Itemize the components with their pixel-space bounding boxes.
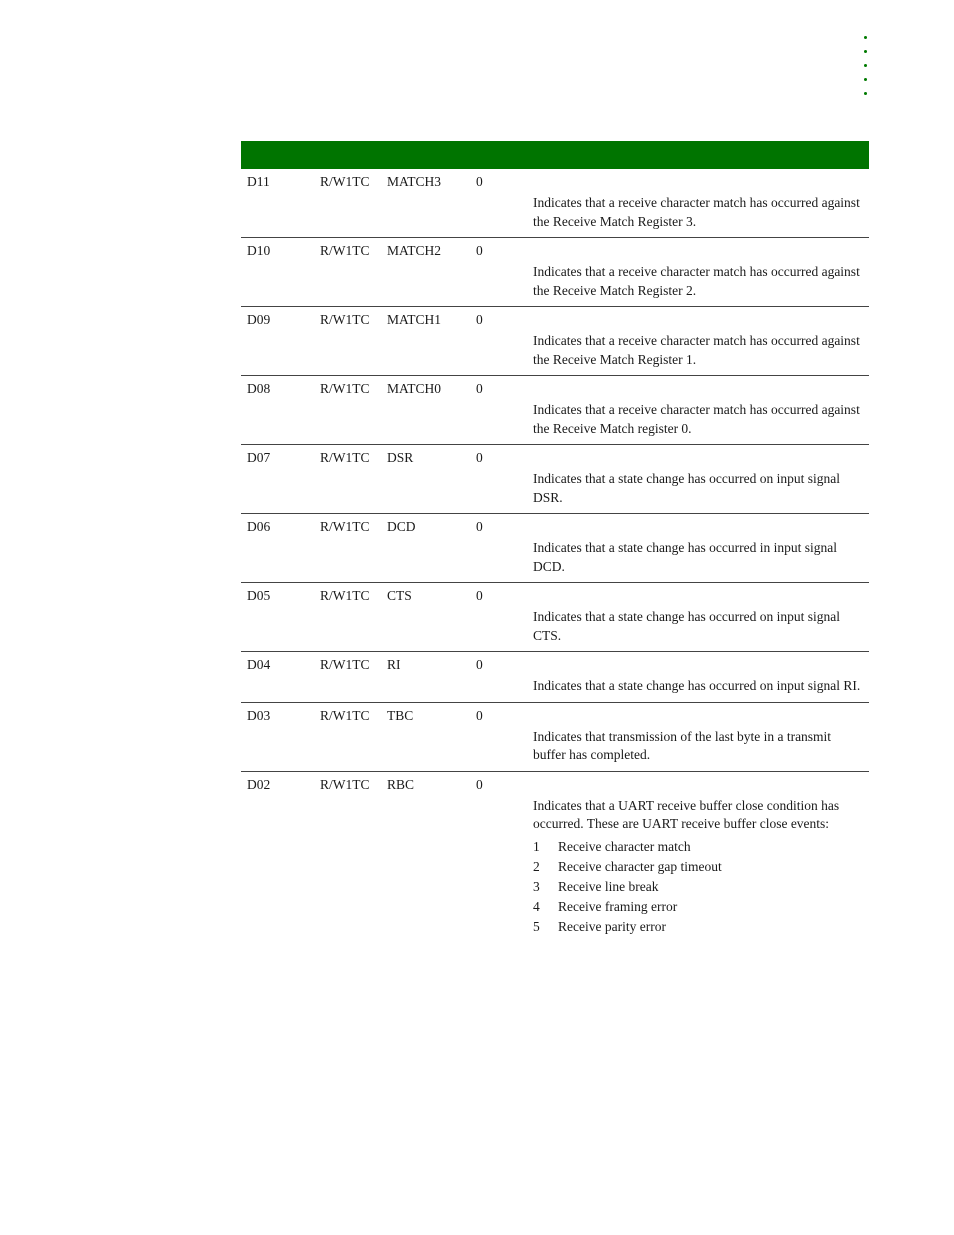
dot [864, 50, 867, 53]
reset-cell: 0 [476, 588, 483, 603]
description-cell: Indicates that a receive character match has occurred against the Receive Match Register 2. [533, 264, 860, 298]
access-cell: R/W1TC [320, 588, 370, 603]
table-row [241, 703, 869, 772]
list-number: 4 [533, 898, 540, 914]
description-cell [533, 772, 863, 943]
access-cell: R/W1TC [320, 312, 370, 327]
description-cell: Indicates that a receive character match has occurred against the Receive Match register 0. [533, 402, 860, 436]
table-row [241, 772, 869, 943]
description-cell: Indicates that a receive character match has occurred against the Receive Match Register 3. [533, 195, 860, 229]
access-cell: R/W1TC [320, 519, 370, 534]
close-events-list [533, 837, 863, 937]
bits-cell: D11 [247, 174, 270, 189]
dot [864, 64, 867, 67]
description-cell: Indicates that a state change has occurred on input signal DSR. [533, 471, 841, 505]
bits-cell: D02 [247, 776, 271, 792]
table-row [241, 652, 869, 703]
bits-cell: D04 [247, 657, 271, 672]
access-cell: R/W1TC [320, 707, 370, 723]
reset-cell: 0 [476, 519, 483, 534]
bits-cell: D03 [247, 707, 271, 723]
access-cell: R/W1TC [320, 243, 370, 258]
mnemonic-cell: TBC [387, 707, 414, 723]
reset-cell: 0 [476, 776, 483, 792]
access-cell: R/W1TC [320, 657, 370, 672]
list-item [533, 877, 863, 897]
access-cell: R/W1TC [320, 381, 370, 396]
description-cell: Indicates that a state change has occurred in input signal DCD. [533, 540, 838, 574]
list-text: Receive line break [558, 878, 659, 894]
bits-cell: D07 [247, 450, 271, 465]
list-text: Receive parity error [558, 918, 666, 934]
reset-cell: 0 [476, 707, 483, 723]
table-row [241, 514, 869, 583]
dot [864, 78, 867, 81]
bits-cell: D08 [247, 381, 271, 396]
reset-cell: 0 [476, 381, 483, 396]
mnemonic-cell: CTS [387, 588, 412, 603]
mnemonic-cell: DSR [387, 450, 414, 465]
reset-cell: 0 [476, 657, 483, 672]
mnemonic-cell: MATCH2 [387, 243, 442, 258]
bits-cell: D05 [247, 588, 271, 603]
bits-cell: D06 [247, 519, 271, 534]
list-item [533, 897, 863, 917]
mnemonic-cell: RI [387, 657, 401, 672]
list-text: Receive character gap timeout [558, 858, 722, 874]
margin-dot-decoration [864, 36, 868, 106]
reset-cell: 0 [476, 174, 483, 189]
list-item [533, 837, 863, 857]
access-cell: R/W1TC [320, 174, 370, 189]
list-number: 5 [533, 918, 540, 934]
reset-cell: 0 [476, 312, 483, 327]
reset-cell: 0 [476, 450, 483, 465]
mnemonic-cell: MATCH1 [387, 312, 442, 327]
table-row [241, 376, 869, 445]
bits-cell: D09 [247, 312, 271, 327]
table-row [241, 169, 869, 238]
table-header-bar [241, 141, 869, 169]
description-text: Indicates that a UART receive buffer close condition has occurred. These are UART receive buffer close events: [533, 797, 840, 831]
dot [864, 92, 867, 95]
list-text: Receive framing error [558, 898, 678, 914]
mnemonic-cell: DCD [387, 519, 416, 534]
list-text: Receive character match [558, 838, 691, 854]
list-item [533, 917, 863, 937]
description-cell: Indicates that a state change has occurred on input signal CTS. [533, 609, 841, 643]
dot [864, 36, 867, 39]
mnemonic-cell: RBC [387, 776, 415, 792]
table-row [241, 583, 869, 652]
list-item [533, 857, 863, 877]
register-bit-table [241, 141, 869, 943]
mnemonic-cell: MATCH3 [387, 174, 442, 189]
list-number: 2 [533, 858, 540, 874]
bits-cell: D10 [247, 243, 271, 258]
mnemonic-cell: MATCH0 [387, 381, 442, 396]
description-cell: Indicates that a receive character match has occurred against the Receive Match Register 1. [533, 333, 860, 367]
access-cell: R/W1TC [320, 776, 370, 792]
list-number: 1 [533, 838, 540, 854]
table-row [241, 238, 869, 307]
reset-cell: 0 [476, 243, 483, 258]
table-row [241, 445, 869, 514]
description-cell: Indicates that a state change has occurred on input signal RI. [533, 678, 861, 693]
list-number: 3 [533, 878, 540, 894]
description-cell: Indicates that transmission of the last byte in a transmit buffer has completed. [533, 728, 832, 762]
access-cell: R/W1TC [320, 450, 370, 465]
table-row [241, 307, 869, 376]
